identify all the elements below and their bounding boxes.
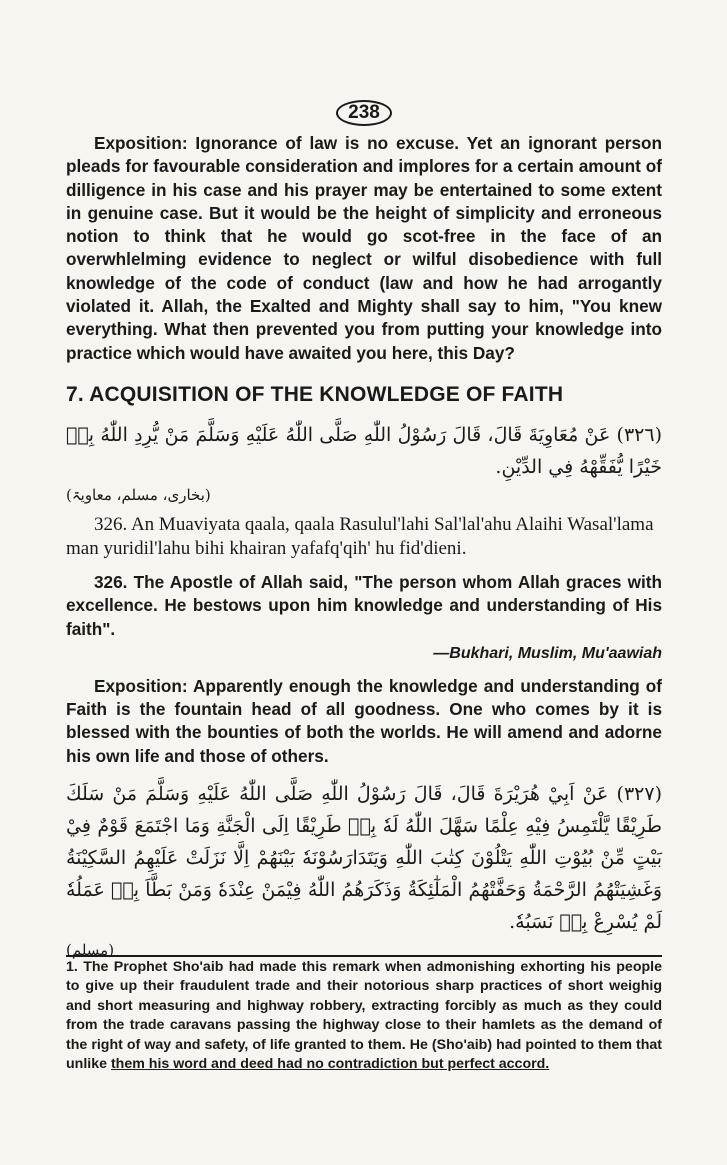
exposition-text-2: Apparently enough the knowledge and understanding of Faith is the fountain head of all goodness. One who comes by it is blessed with the bounties of both the worlds. He will amend and adorne his own life and those of others. bbox=[66, 675, 662, 766]
page-number: 238 bbox=[336, 100, 392, 126]
hadith-326-source: —Bukhari, Muslim, Mu'aawiah bbox=[433, 644, 662, 662]
hadith-326-arabic: (٣٢٦) عَنْ مُعَاوِيَةَ قَالَ، قَالَ رَسُوْلُ اللّٰهِ صَلَّى اللّٰهُ عَلَيْهِ وَسَلَّمَ مَنْ يُّرِدِ اللّٰهُ بِهٖ خَيْرًا يُّفَقِّهْهُ فِي الدِّيْنِ. bbox=[66, 423, 662, 478]
footnote-last-line: them his word and deed had no contradiction but perfect accord. bbox=[110, 1056, 550, 1073]
exposition-paragraph-1 bbox=[66, 132, 662, 365]
section-heading: 7. ACQUISITION OF THE KNOWLEDGE OF FAITH bbox=[66, 382, 564, 406]
hadith-327-arabic-reference: (مسلم) bbox=[66, 941, 115, 960]
page-body bbox=[66, 100, 662, 968]
exposition-text-1: Ignorance of law is no excuse. Yet an ignorant person pleads for favourable consideration and implores for a certain amount of dilligence in his case and his prayer may be entertained to some extent in genuine case. But it would be the height of simplicity and erroneous notion to think that he would go scot-free in the face of an overwhlelming evidence to neglect or wilful disobedience with full knowledge of the code of conduct (law and how he had arrogantly violated it. Allah, the Exalted and Mighty shall say to him, "You knew everything. What then prevented you from putting your knowledge into practice which would have awaited you here, this Day? bbox=[66, 133, 662, 363]
spacer bbox=[66, 768, 662, 778]
footnote-divider bbox=[66, 955, 662, 957]
hadith-326-translation: 326. The Apostle of Allah said, "The person whom Allah graces with excellence. He bestows upon him knowledge and understanding of His faith". bbox=[66, 571, 662, 639]
footnote bbox=[66, 958, 662, 1074]
exposition-lead-2: Exposition: bbox=[94, 675, 188, 696]
hadith-326-arabic-reference: (بخاری، مسلم، معاویۃ) bbox=[66, 485, 211, 504]
footnote-text: 1. The Prophet Sho'aib had made this remark when admonishing exhorting his people to give up their fraudulent trade and their notorious sharp practices of short weighig and short measuring and highway robbery, extracting forcibly as much as they could from the trade caravans passing the highway close to their hamlets as the demand of the right of way and safety, of life granted to them. He (Sho'aib) had pointed to them that unlike bbox=[66, 959, 662, 1073]
exposition-lead-1: Exposition: bbox=[94, 133, 188, 153]
hadith-327-arabic: (٣٢٧) عَنْ اَبِيْ هُرَيْرَةَ قَالَ، قَالَ رَسُوْلُ اللّٰهِ صَلَّى اللّٰهُ عَلَيْهِ وَسَلَّمَ مَنْ سَلَكَ طَرِيْقًا يَّلْتَمِسُ فِيْهِ عِلْمًا سَهَّلَ اللّٰهُ لَهٗ بِهٖ طَرِيْقًا اِلَى الْجَنَّةِ وَمَا اجْتَمَعَ قَوْمٌ فِيْ بَيْتٍ مِّنْ بُيُوْتِ اللّٰهِ يَتْلُوْنَ كِتٰبَ اللّٰهِ وَيَتَدَارَسُوْنَهٗ بَيْنَهُمْ اِلَّا نَزَلَتْ عَلَيْهِمُ السَّكِيْنَةُ وَغَشِيَتْهُمُ الرَّحْمَةُ وَحَفَّتْهُمُ الْمَلٰٓئِكَةُ وَذَكَرَهُمُ اللّٰهُ فِيْمَنْ عِنْدَهٗ وَمَنْ بَطَّاَ بِهٖ عَمَلُهٗ لَمْ يُسْرِعْ بِهٖ نَسَبُهٗ. bbox=[66, 783, 662, 934]
exposition-paragraph-2 bbox=[66, 675, 662, 768]
hadith-326-transliteration: 326. An Muaviyata qaala, qaala Rasulul'lahi Sal'lal'ahu Alaihi Wasal'lama man yuridil'lahu bihi khairan yafafq'qih' hu fid'dieni. bbox=[66, 513, 654, 559]
page-number-wrap bbox=[66, 100, 662, 126]
